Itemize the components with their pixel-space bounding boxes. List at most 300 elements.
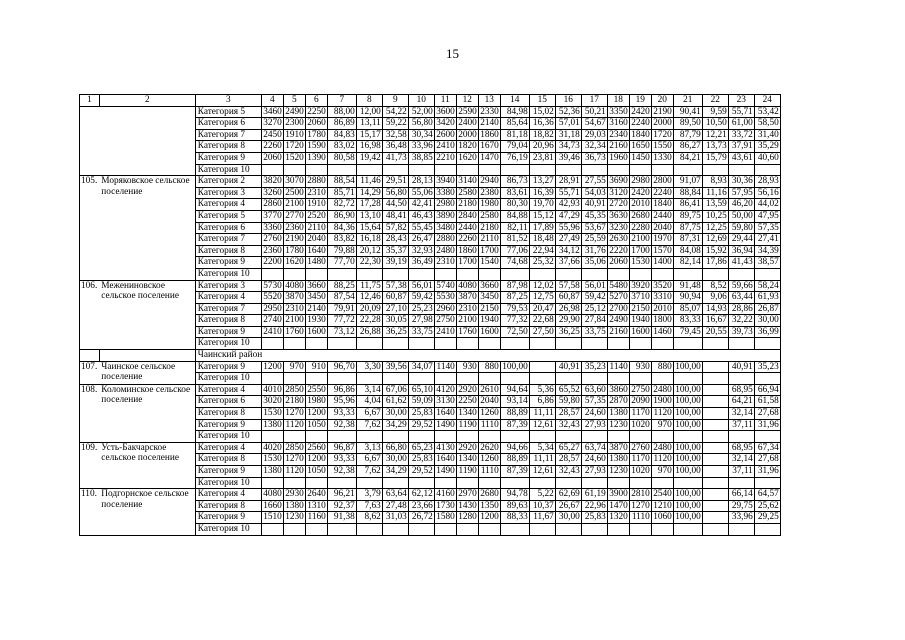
header-cell: 16 xyxy=(555,95,581,107)
value-cell xyxy=(408,477,434,489)
value-cell: 4160 xyxy=(436,489,455,500)
value-cell: 57,35 xyxy=(754,222,780,234)
value-cell: 22,68 xyxy=(529,315,555,327)
value-cell xyxy=(728,523,754,535)
value-cell xyxy=(629,338,651,350)
category-cell: Категория 10 xyxy=(195,373,261,385)
value-cell: 90,94 xyxy=(673,292,702,304)
value-cell: 2750 xyxy=(436,315,455,326)
value-cell xyxy=(456,338,478,350)
value-cell: 1470 xyxy=(480,152,499,163)
value-cell: 38,85 xyxy=(408,152,434,164)
value-cell xyxy=(702,396,728,408)
region-name: Чаинский район xyxy=(195,350,780,362)
value-cell xyxy=(673,268,702,280)
value-cell: 63,64 xyxy=(382,489,408,501)
value-cell: 1260 xyxy=(480,454,499,465)
value-cell: 26,47 xyxy=(408,234,434,246)
value-cell: 2450 xyxy=(263,129,282,140)
value-cell: 87,39 xyxy=(500,419,529,431)
value-cell: 87,39 xyxy=(500,466,529,478)
value-cell: 2420 xyxy=(631,187,650,198)
value-cell xyxy=(283,164,305,176)
value-cell: 1110 xyxy=(629,512,651,524)
value-cell: 3460 xyxy=(263,106,282,117)
value-cell: 56,16 xyxy=(754,187,780,199)
value-cell: 3820 xyxy=(263,176,282,187)
value-cell: 1210 xyxy=(653,500,672,511)
value-cell: 3940 xyxy=(436,176,455,187)
value-cell: 18,82 xyxy=(529,129,555,141)
category-cell: Категория 10 xyxy=(195,477,261,489)
value-cell: 41,43 xyxy=(728,257,754,269)
value-cell xyxy=(529,431,555,443)
value-cell: 28,57 xyxy=(555,454,581,466)
value-cell: 9,59 xyxy=(702,106,728,118)
category-cell: Категория 6 xyxy=(195,222,261,234)
region-blank xyxy=(80,350,100,362)
value-cell: 2680 xyxy=(631,210,650,221)
settlement-name: Подгорнское сельское поселение xyxy=(99,489,195,535)
value-cell: 970 xyxy=(651,466,673,478)
value-cell xyxy=(607,373,629,385)
value-cell: 100,00 xyxy=(675,408,701,419)
value-cell: 2440 xyxy=(458,222,477,233)
value-cell: 55,45 xyxy=(408,222,434,234)
value-cell: 1060 xyxy=(653,512,672,523)
value-cell xyxy=(261,164,283,176)
value-cell: 1340 xyxy=(458,454,477,465)
value-cell: 1700 xyxy=(458,257,477,268)
value-cell: 27,50 xyxy=(529,326,555,338)
value-cell: 2720 xyxy=(609,199,628,210)
value-cell xyxy=(478,268,500,280)
value-cell: 1170 xyxy=(629,408,651,420)
value-cell: 3660 xyxy=(480,280,499,291)
value-cell xyxy=(607,268,629,280)
value-cell: 1530 xyxy=(263,408,282,419)
value-cell: 4080 xyxy=(263,489,282,500)
value-cell: 5,36 xyxy=(529,384,555,396)
value-cell: 35,23 xyxy=(581,361,607,373)
value-cell: 61,62 xyxy=(382,396,408,408)
value-cell: 3310 xyxy=(653,292,672,303)
value-cell: 41,73 xyxy=(382,152,408,164)
value-cell: 25,62 xyxy=(754,500,780,512)
value-cell xyxy=(500,477,529,489)
value-cell: 3660 xyxy=(307,280,326,291)
value-cell: 93,14 xyxy=(500,396,529,408)
value-cell xyxy=(382,373,408,385)
value-cell: 37,11 xyxy=(728,419,754,431)
value-cell: 8,52 xyxy=(702,280,728,292)
value-cell: 33,96 xyxy=(408,141,434,153)
value-cell: 11,11 xyxy=(529,454,555,466)
value-cell: 4120 xyxy=(436,384,455,395)
value-cell: 19,42 xyxy=(356,152,382,164)
value-cell xyxy=(673,338,702,350)
value-cell: 88,00 xyxy=(327,106,356,118)
value-cell xyxy=(607,523,629,535)
value-cell: 10,25 xyxy=(702,210,728,222)
value-cell: 88,89 xyxy=(500,408,529,420)
value-cell: 1640 xyxy=(436,408,455,419)
value-cell: 94,64 xyxy=(500,384,529,396)
table-row xyxy=(80,384,781,396)
value-cell: 12,02 xyxy=(529,280,555,292)
value-cell: 33,75 xyxy=(581,326,607,338)
value-cell: 92,38 xyxy=(327,419,356,431)
value-cell: 86,89 xyxy=(327,118,356,130)
value-cell xyxy=(702,477,728,489)
value-cell: 39,73 xyxy=(728,326,754,338)
value-cell: 1600 xyxy=(307,326,326,337)
value-cell: 1470 xyxy=(609,500,628,511)
value-cell: 1050 xyxy=(307,419,326,430)
value-cell: 60,87 xyxy=(555,292,581,304)
value-cell: 2970 xyxy=(458,489,477,500)
value-cell: 1580 xyxy=(436,512,455,523)
header-cell: 12 xyxy=(456,95,478,107)
value-cell: 2180 xyxy=(480,222,499,233)
value-cell: 3710 xyxy=(631,292,650,303)
value-cell: 1110 xyxy=(478,419,500,431)
value-cell: 2180 xyxy=(458,199,477,210)
value-cell: 88,84 xyxy=(673,187,702,199)
value-cell: 32,22 xyxy=(728,315,754,327)
value-cell: 46,20 xyxy=(728,199,754,211)
value-cell: 12,00 xyxy=(356,106,382,118)
value-cell: 26,67 xyxy=(555,500,581,512)
value-cell: 2960 xyxy=(436,303,455,314)
value-cell: 5740 xyxy=(436,280,455,291)
value-cell: 10,50 xyxy=(702,118,728,130)
value-cell: 34,29 xyxy=(382,466,408,478)
value-cell: 100,00 xyxy=(502,361,528,372)
value-cell: 1530 xyxy=(263,454,282,465)
settlement-number: 110. xyxy=(80,489,100,535)
value-cell: 2100 xyxy=(458,315,477,326)
value-cell xyxy=(434,164,456,176)
value-cell: 87,98 xyxy=(500,280,529,292)
value-cell: 59,66 xyxy=(728,280,754,292)
value-cell: 36,73 xyxy=(581,152,607,164)
value-cell: 20,55 xyxy=(702,326,728,338)
value-cell: 85,71 xyxy=(327,187,356,199)
value-cell: 14,29 xyxy=(356,187,382,199)
value-cell: 3070 xyxy=(285,176,304,187)
value-cell: 2770 xyxy=(285,210,304,221)
value-cell: 57,38 xyxy=(382,280,408,292)
value-cell xyxy=(305,523,327,535)
value-cell: 2150 xyxy=(631,303,650,314)
value-cell: 1620 xyxy=(285,257,304,268)
value-cell xyxy=(581,477,607,489)
value-cell: 36,49 xyxy=(408,257,434,269)
value-cell xyxy=(702,442,728,454)
value-cell: 32,58 xyxy=(382,129,408,141)
value-cell: 61,19 xyxy=(581,489,607,501)
value-cell xyxy=(702,268,728,280)
value-cell: 25,83 xyxy=(408,408,434,420)
value-cell xyxy=(283,523,305,535)
category-cell: Категория 2 xyxy=(195,176,261,188)
value-cell: 3450 xyxy=(480,292,499,303)
category-cell: Категория 5 xyxy=(195,210,261,222)
value-cell: 2220 xyxy=(609,245,628,256)
value-cell: 44,02 xyxy=(754,199,780,211)
value-cell xyxy=(728,338,754,350)
value-cell: 4130 xyxy=(436,442,455,453)
value-cell: 1020 xyxy=(631,466,650,476)
category-cell: Категория 9 xyxy=(195,152,261,164)
value-cell xyxy=(327,373,356,385)
value-cell: 66,80 xyxy=(382,442,408,454)
value-cell xyxy=(581,373,607,385)
value-cell: 40,91 xyxy=(728,361,754,373)
value-cell: 63,60 xyxy=(581,384,607,396)
value-cell: 1380 xyxy=(609,408,628,419)
value-cell: 77,06 xyxy=(500,245,529,257)
value-cell xyxy=(261,431,283,443)
value-cell: 2140 xyxy=(480,118,499,129)
value-cell: 12,61 xyxy=(529,466,555,478)
value-cell: 3690 xyxy=(609,176,628,187)
category-cell: Категория 4 xyxy=(195,442,261,454)
value-cell: 2310 xyxy=(458,303,477,314)
category-cell: Категория 4 xyxy=(195,292,261,304)
value-cell: 11,46 xyxy=(356,176,382,188)
value-cell: 2280 xyxy=(631,222,650,233)
value-cell: 2110 xyxy=(478,234,500,246)
value-cell xyxy=(408,523,434,535)
value-cell: 96,70 xyxy=(327,361,356,373)
value-cell: 29,75 xyxy=(728,500,754,512)
value-cell: 2630 xyxy=(609,234,628,245)
category-cell: Категория 9 xyxy=(195,466,261,478)
value-cell: 3,79 xyxy=(356,489,382,501)
value-cell: 1520 xyxy=(285,152,304,163)
value-cell: 56,01 xyxy=(408,280,434,292)
category-cell: Категория 8 xyxy=(195,245,261,257)
value-cell xyxy=(581,523,607,535)
value-cell: 1140 xyxy=(434,361,456,373)
value-cell: 48,41 xyxy=(382,210,408,222)
value-cell xyxy=(408,373,434,385)
value-cell: 2560 xyxy=(307,442,326,453)
value-cell: 54,22 xyxy=(382,106,408,118)
value-cell: 94,66 xyxy=(500,442,529,454)
header-cell: 6 xyxy=(305,95,327,107)
value-cell: 59,09 xyxy=(408,396,434,408)
value-cell xyxy=(529,338,555,350)
category-cell: Категория 4 xyxy=(195,489,261,501)
value-cell: 26,88 xyxy=(356,326,382,338)
value-cell xyxy=(305,477,327,489)
value-cell: 1540 xyxy=(480,257,499,268)
value-cell: 55,71 xyxy=(728,106,754,118)
value-cell: 2110 xyxy=(305,222,327,234)
value-cell: 20,47 xyxy=(529,303,555,315)
value-cell xyxy=(283,338,305,350)
value-cell: 2340 xyxy=(609,129,628,140)
settlement-number: 106. xyxy=(80,280,100,350)
category-cell: Категория 8 xyxy=(195,315,261,327)
value-cell: 2060 xyxy=(609,257,628,268)
value-cell: 2880 xyxy=(436,234,455,245)
settlement-number xyxy=(80,106,100,176)
settlement-number: 105. xyxy=(80,176,100,280)
value-cell: 2920 xyxy=(458,384,477,395)
value-cell: 2700 xyxy=(609,303,628,314)
category-cell: Категория 10 xyxy=(195,431,261,443)
value-cell: 54,03 xyxy=(581,187,607,199)
value-cell: 3900 xyxy=(609,489,628,500)
value-cell: 1310 xyxy=(307,500,326,511)
value-cell xyxy=(581,338,607,350)
value-cell xyxy=(581,268,607,280)
header-row xyxy=(80,95,781,107)
value-cell xyxy=(500,164,529,176)
value-cell xyxy=(356,268,382,280)
category-cell: Категория 8 xyxy=(195,500,261,512)
table-row xyxy=(80,442,781,454)
value-cell: 100,00 xyxy=(675,489,701,500)
value-cell: 79,91 xyxy=(327,303,356,315)
value-cell: 65,23 xyxy=(408,442,434,454)
category-cell: Категория 7 xyxy=(195,234,261,246)
value-cell: 1200 xyxy=(263,361,282,372)
category-cell: Категория 9 xyxy=(195,512,261,524)
value-cell: 1350 xyxy=(480,500,499,511)
value-cell: 55,06 xyxy=(408,187,434,199)
value-cell xyxy=(702,489,728,501)
value-cell: 2590 xyxy=(458,106,477,117)
value-cell: 32,14 xyxy=(728,408,754,420)
value-cell: 2100 xyxy=(285,315,304,326)
header-cell: 7 xyxy=(327,95,356,107)
value-cell: 1530 xyxy=(631,257,650,268)
value-cell: 13,11 xyxy=(356,118,382,130)
value-cell: 4010 xyxy=(263,384,282,395)
value-cell xyxy=(702,431,728,443)
value-cell: 1980 xyxy=(480,199,499,210)
value-cell xyxy=(754,373,780,385)
value-cell: 2200 xyxy=(263,257,282,268)
value-cell: 56,01 xyxy=(581,280,607,292)
value-cell: 15,17 xyxy=(356,129,382,141)
value-cell: 1490 xyxy=(436,466,455,476)
value-cell xyxy=(529,361,555,373)
value-cell: 1270 xyxy=(631,500,650,511)
category-cell: Категория 3 xyxy=(195,280,261,292)
value-cell: 88,89 xyxy=(500,454,529,466)
value-cell: 28,43 xyxy=(382,234,408,246)
value-cell xyxy=(327,164,356,176)
value-cell: 58,24 xyxy=(754,280,780,292)
value-cell xyxy=(673,477,702,489)
value-cell: 57,35 xyxy=(581,396,607,408)
value-cell: 64,57 xyxy=(754,489,780,501)
value-cell: 2160 xyxy=(609,141,628,152)
value-cell xyxy=(555,431,581,443)
value-cell: 30,00 xyxy=(754,315,780,327)
value-cell: 76,19 xyxy=(500,152,529,164)
value-cell: 79,45 xyxy=(673,326,702,338)
value-cell xyxy=(555,373,581,385)
value-cell xyxy=(356,431,382,443)
value-cell xyxy=(261,338,283,350)
settlement-name xyxy=(99,106,195,176)
value-cell: 1760 xyxy=(458,326,477,337)
value-cell: 11,11 xyxy=(529,408,555,420)
value-cell: 2860 xyxy=(263,199,282,210)
value-cell: 2240 xyxy=(653,187,672,198)
value-cell: 23,81 xyxy=(529,152,555,164)
value-cell xyxy=(456,523,478,535)
value-cell: 63,44 xyxy=(728,292,754,304)
value-cell xyxy=(629,268,651,280)
value-cell: 1800 xyxy=(653,315,672,326)
value-cell: 1230 xyxy=(285,512,304,523)
value-cell: 1120 xyxy=(651,454,673,466)
value-cell xyxy=(754,431,780,443)
value-cell: 12,46 xyxy=(356,292,382,304)
value-cell: 20,96 xyxy=(529,141,555,153)
value-cell xyxy=(434,373,456,385)
value-cell: 86,27 xyxy=(673,141,702,153)
value-cell xyxy=(702,454,728,466)
value-cell: 3870 xyxy=(285,292,304,303)
value-cell: 66,14 xyxy=(728,489,754,501)
value-cell: 3870 xyxy=(609,442,628,453)
value-cell: 1820 xyxy=(458,141,477,152)
value-cell: 39,19 xyxy=(382,257,408,269)
value-cell: 2550 xyxy=(307,384,326,395)
value-cell: 32,34 xyxy=(581,141,607,153)
value-cell: 2040 xyxy=(653,222,672,233)
value-cell: 33,75 xyxy=(408,326,434,338)
header-cell: 2 xyxy=(99,95,195,107)
value-cell: 59,42 xyxy=(408,292,434,304)
value-cell: 1390 xyxy=(307,152,326,163)
category-cell: Категория 10 xyxy=(195,338,261,350)
value-cell: 27,68 xyxy=(754,408,780,420)
value-cell: 96,21 xyxy=(327,489,356,501)
value-cell: 1460 xyxy=(653,326,672,337)
value-cell xyxy=(702,500,728,512)
value-cell: 1760 xyxy=(285,326,304,337)
value-cell xyxy=(434,477,456,489)
value-cell xyxy=(478,477,500,489)
value-cell: 1050 xyxy=(307,466,326,476)
value-cell: 3860 xyxy=(609,384,628,395)
header-cell: 10 xyxy=(408,95,434,107)
value-cell: 31,40 xyxy=(754,129,780,141)
value-cell xyxy=(607,164,629,176)
value-cell: 1280 xyxy=(458,512,477,523)
value-cell: 13,59 xyxy=(702,199,728,211)
value-cell: 2210 xyxy=(436,152,455,163)
value-cell: 2800 xyxy=(653,176,672,187)
category-cell: Категория 8 xyxy=(195,454,261,466)
value-cell xyxy=(327,523,356,535)
value-cell: 61,58 xyxy=(754,396,780,408)
value-cell: 29,51 xyxy=(382,176,408,188)
value-cell: 1270 xyxy=(285,454,304,465)
value-cell: 11,75 xyxy=(356,280,382,292)
value-cell: 89,75 xyxy=(673,210,702,222)
